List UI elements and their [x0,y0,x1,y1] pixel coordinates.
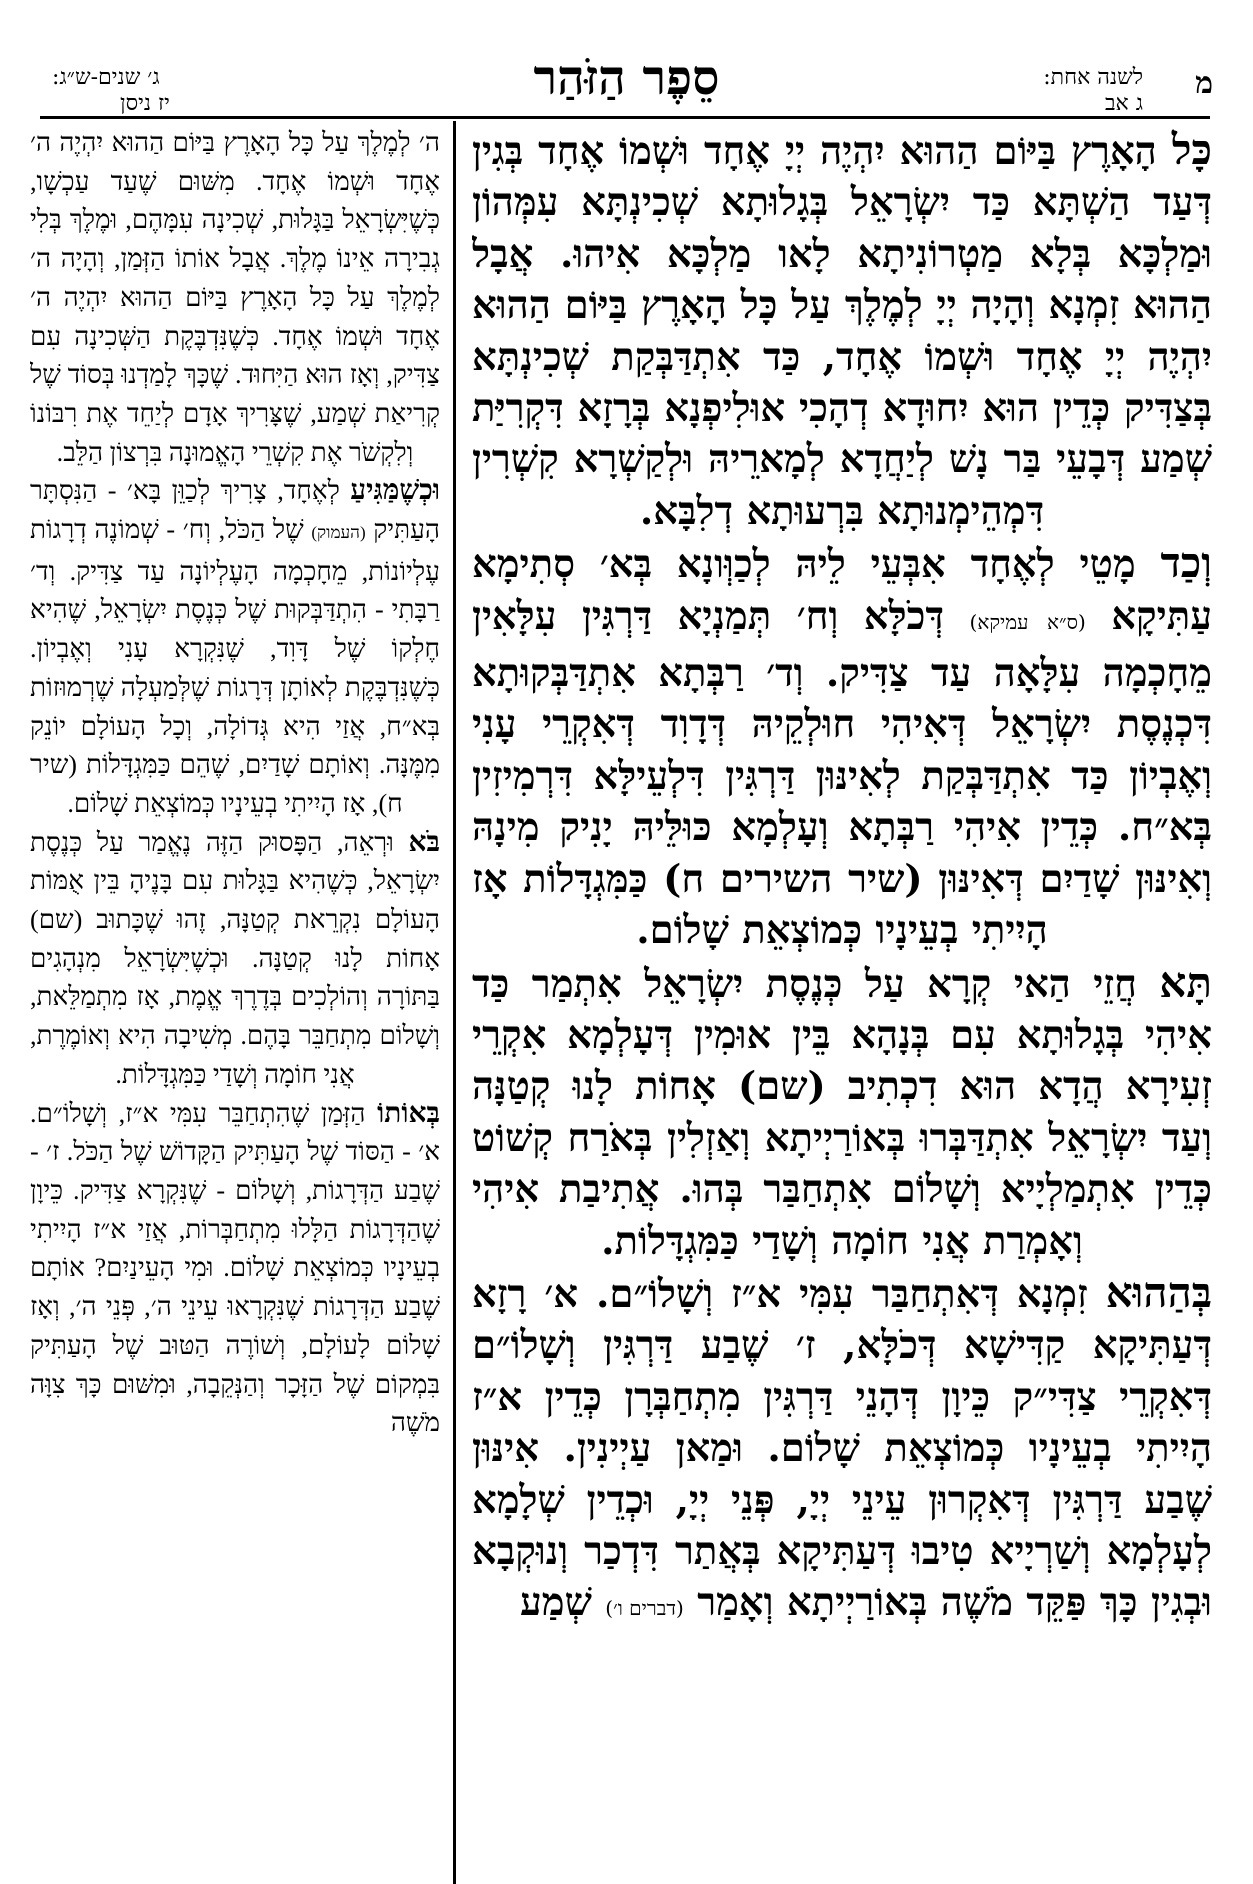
translation-paragraph [30,824,440,1095]
translation-paragraph [30,1095,440,1443]
main-paragraph [472,1267,1212,1635]
book-title: סֵפֶר הַזֹּהַר [533,50,720,106]
paragraph-text: מָטֵי לְאֶחָד אִבְּעֵי לֵיהּ לְכַוְּונָא בְּא׳ סְתִימָא עַתִּיקָא [472,542,1212,639]
paragraph-text: זִמְנָא דְּאִתְחַבַּר עִמִּי א״ז וְשָׁלוֹ״ם. א׳ רָזָא דְּעַתִּיקָא קַדִּישָׁא דְּכֹלָּא, ז׳ שֶׁבַע דַּרְגִּין וְשָׁלוֹ״ם דְּאִקְרֵי צַדִּי״ק כֵּיוָן דְּהָנֵי דַּרְגִּין מִתְחַבְּרָן כְּדֵין א״ז הָיִיתִי בְעֵינָיו כְּמוֹצְאֵת שָׁלוֹם. וּמַאן עַיְינִין. אִינּוּן שֶׁבַע דַּרְגִּין דְּאִקְרוּן עֵינֵי יְיָ, פְּנֵי יְיָ, וּכְדֵין שְׁלָמָא לְעָלְמָא וְשַׁרְיָיא טִיבוּ דְּעַתִּיקָא בְּאֲתַר דִּדְכַר וְנוּקְבָא וּבְגִין כָּךְ פַּקֵּד מֹשֶׁה בְּאוֹרַיְיתָא וְאָמַר [472,1271,1212,1626]
main-paragraph [472,957,1212,1267]
opening-word: וּכְשֶׁמַּגִּיעַ [350,475,440,507]
paragraph-text: הַזְּמַן שֶׁהִתְחַבֵּר עִמִּי א״ז, וְשָׁלוֹ״ם. א׳ - הַסּוֹד שֶׁל הָעַתִּיק הַקָּדוֹשׁ שֶׁל הַכֹּל. ז׳ - שֶׁבַע הַדְּרָגוֹת, וְשָׁלוֹם - שֶׁנִּקְרָא צַדִּיק. כֵּיוָן שֶׁהַדְּרָגוֹת הַלָּלוּ מִתְחַבְּרוֹת, אֲזַי א״ז הָיִיתִי בְעֵינָיו כְּמוֹצְאֵת שָׁלוֹם. וּמִי הָעֵינַיִם? אוֹתָם שֶׁבַע הַדְּרָגוֹת שֶׁנִּקְרָאוּ עֵינֵי ה׳, פְּנֵי ה׳, וְאָז שָׁלוֹם לָעוֹלָם, וְשׁוֹרֶה הַטּוּב שֶׁל הָעַתִּיק בִּמְקוֹם שֶׁל הַזָּכָר וְהַנְּקֵבָה, וּמִשּׁוּם כָּךְ צִוָּה מֹשֶׁה [30,1098,440,1438]
paragraph-text: וּרְאֵה, הַפָּסוּק הַזֶּה נֶאֱמַר עַל כְּנֶסֶת יִשְׂרָאֵל, כְּשֶׁהִיא בַּגָּלוּת עִם בָּנֶיהָ בֵּין אֻמּוֹת הָעוֹלָם נִקְרֵאת קְטַנָּה, זֶהוּ שֶׁכָּתוּב (שם) אָחוֹת לָנוּ קְטַנָּה. וּכְשֶׁיִּשְׂרָאֵל מִנְהָגִים בַּתּוֹרָה וְהוֹלְכִים בְּדֶרֶךְ אֱמֶת, אָז מִתְמַלֵּאת, וְשָׁלוֹם מִתְחַבֵּר בָּהֶם. מְשִׁיבָה הִיא וְאוֹמֶרֶת, אֲנִי חוֹמָה וְשָׁדַי כַּמִּגְדָּלוֹת. [30,827,440,1089]
paragraph-text: ה׳ לְמֶלֶךְ עַל כָּל הָאָרֶץ בַּיּוֹם הַהוּא יִהְיֶה ה׳ אֶחָד וּשְׁמוֹ אֶחָד. מִשּׁוּם שֶׁעַד עַכְשָׁו, כְּשֶׁיִּשְׂרָאֵל בַּגָּלוּת, שְׁכִינָה עִמָּהֶם, וּמֶלֶךְ בְּלִי גְבִירָה אֵינוֹ מֶלֶךְ. אֲבָל אוֹתוֹ הַזְּמַן, וְהָיָה ה׳ לְמֶלֶךְ עַל כָּל הָאָרֶץ בַּיּוֹם הַהוּא יִהְיֶה ה׳ אֶחָד וּשְׁמוֹ אֶחָד. כְּשֶׁנִּדְבֶּקֶת הַשְּׁכִינָה עִם צַדִּיק, וְאָז הוּא הַיִּחוּד. שֶׁכָּךְ לָמַדְנוּ בְּסוֹד שֶׁל קְרִיאַת שְׁמַע, שֶׁצָּרִיךְ אָדָם לְיַחֵד אֶת רִבּוֹנוֹ וְלִקְשֹׁר אֶת קִשְׁרֵי הָאֱמוּנָה בִּרְצוֹן הַלֵּב. [30,128,440,467]
paragraph-text: חֲזֵי הַאי קְרָא עַל כְּנֶסֶת יִשְׂרָאֵל אִתְמַר כַּד אִיהִי בְּגָלוּתָא עִם בְּנָהָא בֵּין אוּמִין דְּעָלְמָא אִקְרֵי זְעִירָא הֲדָא הוּא דִכְתִיב (שם) אָחוֹת לָנוּ קְטַנָּה וְעַד יִשְׂרָאֵל אִתְדַּבְּרוּ בְּאוֹרַיְיתָא וְאַזְלִין בְּאֹרַח קְשׁוֹט כְּדֵין אִתְמַלְיָיא וְשָׁלוֹם אִתְחַבַּר בְּהוּ. אֲתִיבַת אִיהִי וְאָמְרַת אֲנִי חוֹמָה וְשָׁדַי כַּמִּגְדָּלוֹת. [472,961,1212,1264]
page-letter: מ [1195,66,1213,101]
aramaic-text-column [472,124,1212,1884]
paragraph-text: דְּכֹלָּא וְח׳ תְּמַנְיָא דַּרְגִּין עִלָּאִין מֵחָכְמָה עִלָּאָה עַד צַדִּיק. וְד׳ רַבְּתָא אִתְדַּבְּקוּתָא דִּכְנֶסֶת יִשְׂרָאֵל דְּאִיהִי חוּלְקֵיהּ דְּדָוִד דְּאִקְרֵי עָנִי וְאֶבְיוֹן כַּד אִתְדַּבְּקַת לְאִינּוּן דַּרְגִּין דִּלְעֵילָּא דִּרְמִיזִין בְּא״ח. כְּדֵין אִיהִי רַבְּתָא וְעָלְמָא כּוּלֵּיהּ יָנִיק מִינָהּ וְאִינּוּן שָׁדַיִם דְּאִינּוּן (שיר השירים ח) כַּמִּגְדָּלוֹת אָז הָיִיתִי בְעֵינָיו כְּמוֹצְאֵת שָׁלוֹם. [472,593,1212,954]
translation-paragraph [30,124,440,472]
hebrew-translation-column [30,124,440,1884]
opening-word: בֹּא [408,826,440,858]
main-paragraph [472,124,1212,537]
opening-word: תָּא [1159,957,1212,1007]
schedule-one-year-date: ג אב [1104,91,1143,116]
source-reference: (העמוק) [311,523,366,543]
paragraph-text: שְׁמַע [520,1580,606,1626]
translation-paragraph [30,472,440,823]
source-reference: (דברים ו׳) [605,1596,684,1621]
paragraph-text: לְאֶחָד, צָרִיךְ לְכַוֵּן בָּא׳ - הַנִּסְתָּר הָעַתִּיק [30,476,440,545]
opening-word: בְּהַהוּא [1105,1267,1212,1317]
paragraph-text: הָאָרֶץ בַּיּוֹם הַהוּא יִהְיֶה יְיָ אֶחָד וּשְׁמוֹ אֶחָד בְּגִין דְּעַד הַשְׁתָּא כַּד יִשְׂרָאֵל בְּגָלוּתָא שְׁכִינְתָּא עִמְּהוֹן וּמַלְכָּא בְּלָא מַטְרוֹנִיתָא לָאו מַלְכָּא אִיהוּ. אֲבָל הַהוּא זִמְנָא וְהָיָה יְיָ לְמֶלֶךְ עַל כָּל הָאָרֶץ בַּיּוֹם הַהוּא יִהְיֶה יְיָ אֶחָד וּשְׁמוֹ אֶחָד, כַּד אִתְדַּבְּקַת שְׁכִינְתָּא בְּצַדִּיק כְּדֵין הוּא יִחוּדָא דְהָכִי אוּלִיפְנָא בְּרָזָא דִּקְרִיַּת שְׁמַע דְּבָעֵי בַּר נָשׁ לְיַחֲדָא לְמָארֵיהּ וּלְקַשְׁרָא קִשְׁרִין דִּמְהֵימְנוּתָא בִּרְעוּתָא דְלִבָּא. [472,129,1212,534]
page-header [0,0,1253,118]
source-reference: (ס״א עמיקא) [969,609,1086,634]
main-paragraph [472,537,1212,956]
schedule-three-years-date: יז ניסן [120,91,170,116]
schedule-one-year-label: לשנה אחת: [1043,65,1143,90]
header-rule [40,116,1210,119]
opening-word: בְּאוֹתוֹ [377,1097,440,1129]
paragraph-text: שֶׁל הַכֹּל, וְח׳ - שְׁמוֹנֶה דְרָגוֹת עֶלְיוֹנוֹת, מֵחָכְמָה הָעֶלְיוֹנָה עַד צַדִּיק. וְד׳ רַבָּתִי - הִתְדַּבְּקוּת שֶׁל כְּנֶסֶת יִשְׂרָאֵל, שֶׁהִיא חֶלְקוֹ שֶׁל דָּוִד, שֶׁנִּקְרָא עָנִי וְאֶבְיוֹן. כְּשֶׁנִּדְבֶּקֶת לְאוֹתָן דְּרָגוֹת שֶׁלְּמַעְלָה שֶׁרְמוּזוֹת בְּא״ח, אֲזַי הִיא גְּדוֹלָה, וְכָל הָעוֹלָם יוֹנֵק מִמֶּנָּה. וְאוֹתָם שָׁדַיִם, שֶׁהֵם כַּמִּגְדָּלוֹת (שיר ח), אָז הָיִיתִי בְעֵינָיו כְּמוֹצְאֵת שָׁלוֹם. [30,515,440,818]
opening-word: כָּל [1171,125,1212,174]
schedule-three-years-label: ג׳ שנים-ש״ג: [52,65,160,90]
column-divider [453,121,456,1884]
opening-word: וְכַד [1160,538,1212,588]
